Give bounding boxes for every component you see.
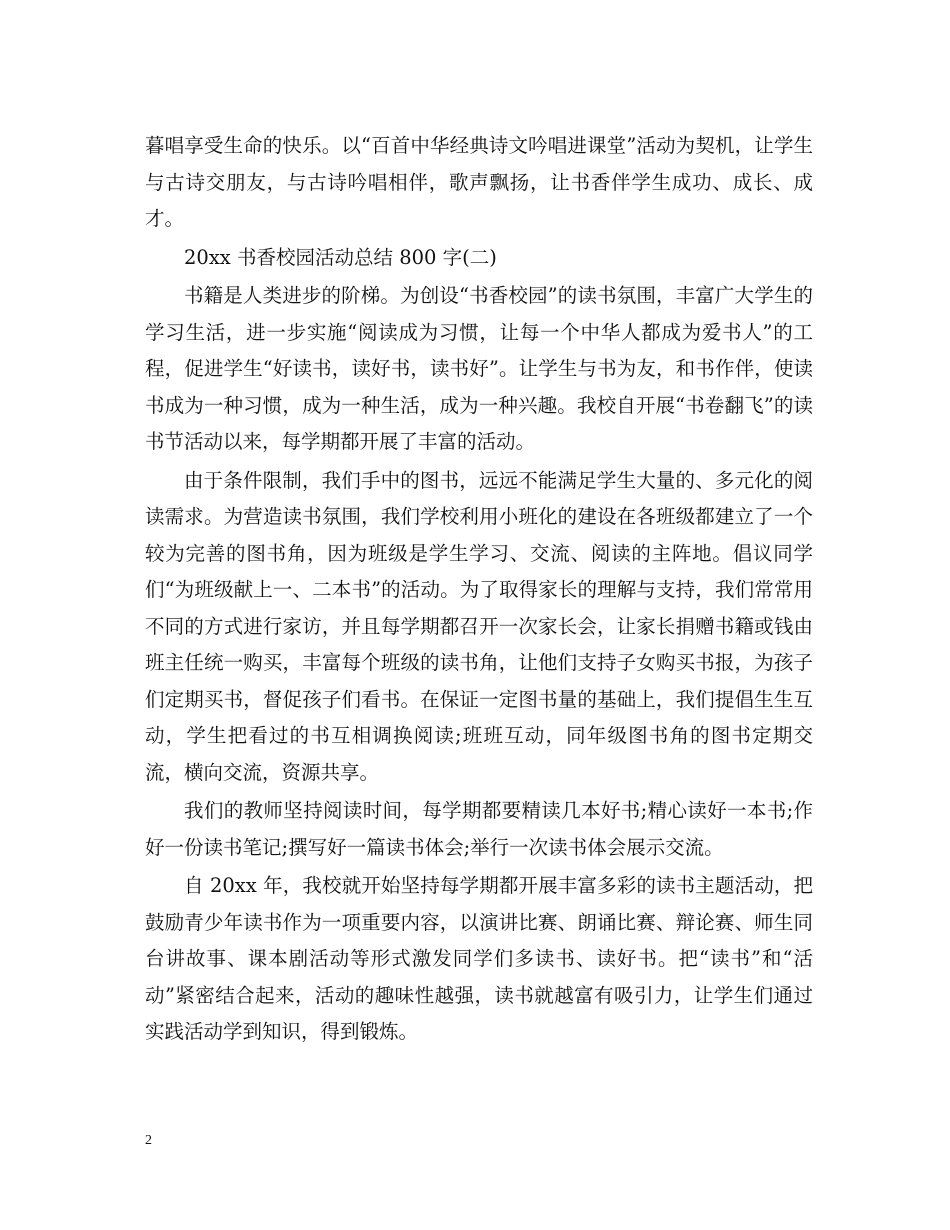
paragraph: 由于条件限制，我们手中的图书，远远不能满足学生大量的、多元化的阅读需求。为营造读书氛围，我们学校利用小班化的建设在各班级都建立了一个较为完善的图书角，因为班级是学生学习、交流、阅读的主阵地。倡议同学们“为班级献上一、二本书”的活动。为了取得家长的理解与支持，我们常常用不同的方式进行家访，并且每学期都召开一次家长会，让家长捐赠书籍或钱由班主任统一购买，丰富每个班级的读书角，让他们支持子女购买书报，为孩子们定期买书，督促孩子们看书。在保证一定图书量的基础上，我们提倡生生互动，学生把看过的书互相调换阅读;班班互动，同年级图书角的图书定期交流，横向交流，资源共享。 bbox=[145, 468, 813, 784]
page-number: 2 bbox=[145, 1133, 152, 1148]
paragraph: 我们的教师坚持阅读时间，每学期都要精读几本好书;精心读好一本书;作好一份读书笔记;撰写好一篇读书体会;举行一次读书体会展示交流。 bbox=[145, 799, 813, 859]
section-heading: 20xx 书香校园活动总结 800 字(二) bbox=[184, 245, 497, 269]
paragraph: 自 20xx 年，我校就开始坚持每学期都开展丰富多彩的读书主题活动，把鼓励青少年读书作为一项重要内容，以演讲比赛、朗诵比赛、辩论赛、师生同台讲故事、课本剧活动等形式激发同学们多读书、读好书。把“读书”和“活动”紧密结合起来，活动的趣味性越强，读书就越富有吸引力，让学生们通过实践活动学到知识，得到锻炼。 bbox=[145, 874, 813, 1043]
document-body bbox=[145, 128, 813, 1051]
paragraph-continuation: 暮唱享受生命的快乐。以“百首中华经典诗文吟唱进课堂”活动为契机，让学生与古诗交朋友，与古诗吟唱相伴，歌声飘扬，让书香伴学生成功、成长、成才。 bbox=[145, 134, 813, 230]
paragraph: 书籍是人类进步的阶梯。为创设“书香校园”的读书氛围，丰富广大学生的学习生活，进一步实施“阅读成为习惯，让每一个中华人都成为爱书人”的工程，促进学生“好读书，读好书，读书好”。让学生与书为友，和书作伴，使读书成为一种习惯，成为一种生活，成为一种兴趣。我校自开展“书卷翻飞”的读书节活动以来，每学期都开展了丰富的活动。 bbox=[145, 284, 813, 453]
